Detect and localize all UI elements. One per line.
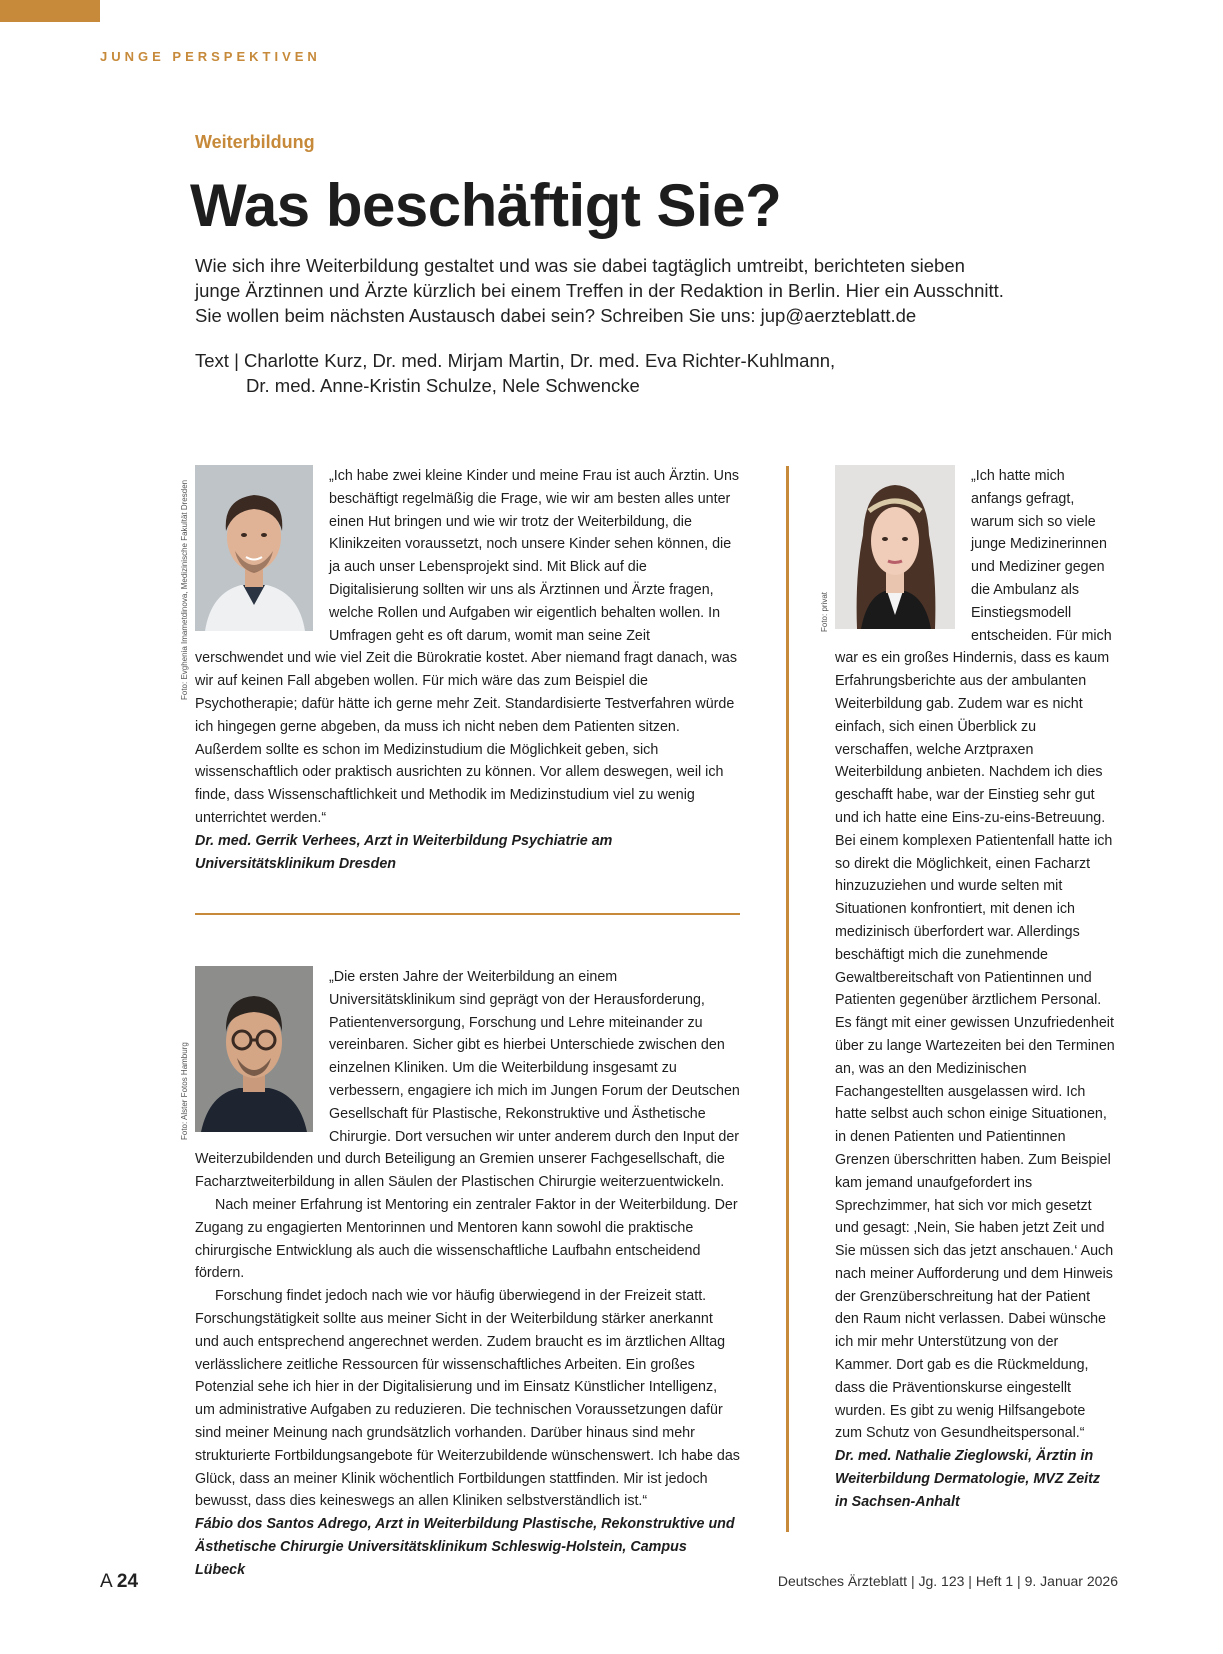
portrait-photo-zieglowski [835,465,955,629]
article-title: Was beschäftigt Sie? [190,172,782,239]
quote-block-adrego [195,966,740,1582]
page-number-value: 24 [116,1571,139,1592]
quote-block-zieglowski [835,465,1115,1514]
quote-paragraph: „Ich habe zwei kleine Kinder und meine Frau ist auch Ärztin. Uns beschäftigt regelmäßig die Frage, wie wir am besten alles unter einen Hut bringen und wie wir trotz der Weiterbildung, die Klinikzeiten voraussetzt, noch unsere Kinder sehen können, die ja auch unser Lebensprojekt sind. Mit Blick auf die Digitalisierung sollten wir uns als Ärztinnen und Ärzte fragen, welche Rollen und Aufgaben wir eigentlich behalten wollen. In Umfragen geht es oft darum, womit man seine Zeit verschwendet und wie viel Zeit die Bürokratie kostet. Aber niemand fragt danach, was wir auf keinen Fall abgeben wollen. Für mich wäre das zum Beispiel die Psychotherapie; dafür hätte ich gerne mehr Zeit. Standardisierte Testverfahren würde ich hingegen gerne abgeben, da muss ich nicht neben dem Patienten sitzen. [195,468,740,735]
portrait-zieglowski-image [835,465,955,629]
page-number [100,1571,138,1593]
horizontal-divider [195,913,740,915]
quote-paragraph: Nach meiner Erfahrung ist Mentoring ein zentraler Faktor in der Weiterbildung. Der Zugang zu engagierten Mentorinnen und Mentoren kann sowohl die praktische chirurgische Entwicklung als auch die wissenschaftliche Laufbahn entscheidend fördern. [195,1196,738,1282]
quote-author: Dr. med. Gerrik Verhees, Arzt in Weiterbildung Psychiatrie am Universitätsklinikum Dresden [195,832,613,872]
section-label: JUNGE PERSPEKTIVEN [100,49,321,64]
article-credits [195,348,835,398]
quote-paragraph: „Die ersten Jahre der Weiterbildung an einem Universitätsklinikum sind geprägt von der Herausforderung, Patientenversorgung, Forschung und Lehre miteinander zu vereinbaren. Sicher gibt es hierbei Unterschiede zwischen den einzelnen Kliniken. Um die Weiterbildung insgesamt zu verbessern, engagiere ich mich im Jungen Forum der Deutschen Gesellschaft für Plastische, Rekonstruktive und Ästhetische Chirurgie. Dort versuchen wir unter anderem durch den Input der Weiterzubildenden und durch Beteiligung an Gremien unserer Fachgesellschaft, die Facharztweiterbildung in allen Säulen der Plastischen Chirurgie weiterzuentwickeln. [195,969,740,1191]
quote-block-verhees [195,465,740,875]
photo-credit-adrego: Foto: Alster Fotos Hamburg [180,1042,189,1140]
portrait-verhees-image [195,465,313,631]
quote-author: Fábio dos Santos Adrego, Arzt in Weiterbildung Plastische, Rekonstruktive und Ästhetische Chirurgie Universitätsklinikum Schleswig-Holstein, Campus Lübeck [195,1516,735,1578]
lead-line: junge Ärztinnen und Ärzte kürzlich bei einem Treffen in der Redaktion in Berlin. Hier ein Ausschnitt. [195,280,1004,301]
portrait-photo-verhees [195,465,313,631]
portrait-photo-adrego [195,966,313,1132]
portrait-adrego-image [195,966,313,1132]
photo-credit-zieglowski: Foto: privat [820,591,829,632]
quote-paragraph: Außerdem sollte es schon im Medizinstudium die Möglichkeit geben, sich wissenschaftlich oder praktisch ausrichten zu können. Vor allem deswegen, weil ich finde, dass Wissenschaftlichkeit und Methodik im Medizinstudium viel zu wenig unterrichtet werden.“ [195,741,724,826]
photo-credit-verhees: Foto: Evghenia Imametdinova, Medizinische Fakultät Dresden [180,479,189,700]
credits-line: Dr. med. Anne-Kristin Schulze, Nele Schwencke [246,375,640,396]
page-prefix: A [100,1571,112,1592]
column-divider [786,466,789,1532]
lead-line: Sie wollen beim nächsten Austausch dabei sein? Schreiben Sie uns: jup@aerzteblatt.de [195,305,917,326]
article-lead [195,253,1095,328]
publication-info: Deutsches Ärzteblatt | Jg. 123 | Heft 1 | 9. Januar 2026 [777,1573,1118,1589]
article-kicker: Weiterbildung [195,132,315,152]
quote-paragraph: „Ich hatte mich anfangs gefragt, warum sich so viele junge Medizinerinnen und Mediziner gegen die Ambulanz als Einstiegsmodell entscheiden. Für mich war es ein großes Hindernis, dass es kaum Erfahrungsberichte aus der ambulanten Weiterbildung gab. Zudem war es nicht einfach, sich einen Überblick zu verschaffen, welche Arztpraxen Weiterbildung anbieten. Nachdem ich dies geschafft habe, war der Einstieg sehr gut und ich hatte eine Eins-zu-eins-Betreuung. Bei einem komplexen Patientenfall hatte ich so direkt die Möglichkeit, einen Facharzt hinzuzuziehen und wurde selten mit Situationen konfrontiert, mit denen ich medizinisch überfordert war. Allerdings beschäftigt mich die zunehmende Gewaltbereitschaft von Patientinnen und Patienten gegenüber ärztlichem Personal. Es fängt mit einer gewissen Unzufriedenheit über zu lange Wartezeiten bei den Terminen an, was an den Medizinischen Fachangestellten ausgelassen wird. Ich hatte selbst auch schon einige Situationen, in denen Patienten und Patientinnen Grenzen überschritten haben. Zum Beispiel kam jemand unaufgefordert ins Sprechzimmer, hat sich vor mich gesetzt und gesagt: ‚Nein, Sie haben jetzt Zeit und Sie müssen sich das jetzt anschauen.‘ Auch nach meiner Aufforderung und dem Hinweis der Grenzüberschreitung hat der Patient den Raum nicht verlassen. Dabei wünsche ich mir mehr Unterstützung von der Kammer. Dort gab es die Rückmeldung, dass die Präventionskurse eingestellt wurden. Es gibt zu wenig Hilfsangebote zum Schutz von Gesundheitspersonal.“ [835,468,1115,1442]
credits-line: Text | Charlotte Kurz, Dr. med. Mirjam Martin, Dr. med. Eva Richter-Kuhlmann, [195,350,836,371]
quote-author: Dr. med. Nathalie Zieglowski, Ärztin in Weiterbildung Dermatologie, MVZ Zeitz in Sachsen-Anhalt [835,1448,1101,1510]
corner-accent-bar [0,0,100,22]
quote-paragraph: Forschung findet jedoch nach wie vor häufig überwiegend in der Freizeit statt. Forschungstätigkeit sollte aus meiner Sicht in der Weiterbildung stärker anerkannt und auch entsprechend angerechnet werden. Zudem braucht es im ärztlichen Alltag verlässlichere zeitliche Ressourcen für wissenschaftliches Arbeiten. Ein großes Potenzial sehe ich hier in der Digitalisierung und im Einsatz Künstlicher Intelligenz, um administrative Aufgaben zu reduzieren. Die technischen Voraussetzungen dafür sind meiner Meinung nach grundsätzlich vorhanden. Darüber hinaus sind mehr strukturierte Fortbildungsangebote für Weiterzubildende wünschenswert. Ich habe das Glück, dass an meiner Klinik wöchentlich Fortbildungen stattfinden. Mir ist jedoch bewusst, dass dies keineswegs an allen Kliniken selbstverständlich ist.“ [195,1288,740,1510]
lead-line: Wie sich ihre Weiterbildung gestaltet und was sie dabei tagtäglich umtreibt, berichteten sieben [195,255,965,276]
